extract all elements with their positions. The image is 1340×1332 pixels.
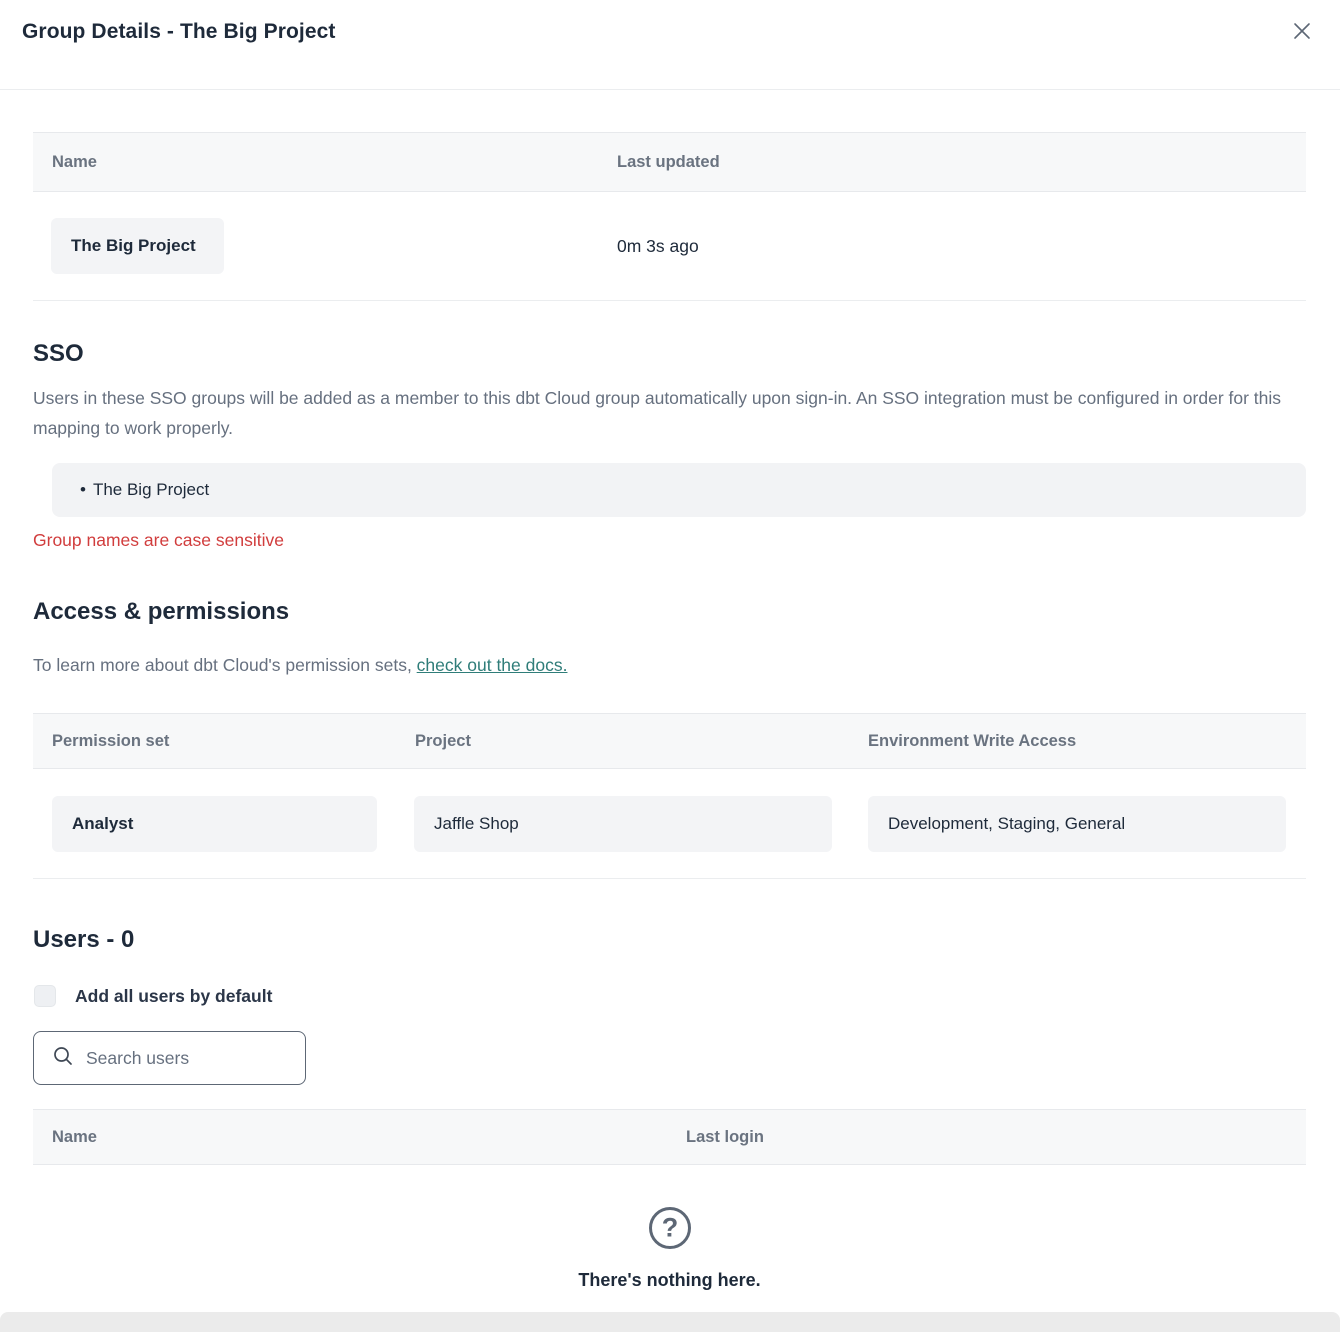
permissions-col-environment: Environment Write Access <box>868 731 1077 750</box>
permissions-table <box>33 713 1306 879</box>
docs-link[interactable]: check out the docs. <box>416 655 568 675</box>
users-table-header <box>33 1109 1306 1165</box>
sso-heading: SSO <box>33 340 84 367</box>
users-col-name: Name <box>52 1127 97 1146</box>
group-table <box>33 132 1306 301</box>
group-name-chip: The Big Project <box>51 218 224 274</box>
modal-footer-edge <box>0 1312 1340 1332</box>
modal-content <box>0 132 1340 1291</box>
modal-header <box>0 0 1340 90</box>
close-icon <box>1289 18 1315 47</box>
add-all-users-row <box>33 985 1306 1007</box>
permissions-col-project: Project <box>415 731 471 750</box>
docs-line <box>33 653 1306 677</box>
group-table-row <box>33 192 1306 301</box>
empty-state-message: There's nothing here. <box>578 1270 761 1290</box>
case-sensitive-warning: Group names are case sensitive <box>33 530 284 550</box>
docs-text: To learn more about dbt Cloud's permission sets, <box>33 655 417 675</box>
permissions-table-row <box>33 769 1306 879</box>
users-empty-state <box>33 1205 1306 1291</box>
permissions-table-header <box>33 713 1306 769</box>
access-permissions-heading: Access & permissions <box>33 598 290 625</box>
sso-group-pill <box>52 463 1306 517</box>
group-table-header <box>33 132 1306 192</box>
group-table-col-last-updated: Last updated <box>617 152 720 171</box>
sso-description: Users in these SSO groups will be added as a member to this dbt Cloud group automatically upon sign-in. An SSO integration must be configured in order for this mapping to work properly. <box>33 388 1282 438</box>
users-col-last-login: Last login <box>686 1127 764 1146</box>
permission-set-chip: Analyst <box>52 796 377 852</box>
environment-write-access-chip: Development, Staging, General <box>868 796 1286 852</box>
users-table <box>33 1109 1306 1165</box>
users-heading: Users - 0 <box>33 926 135 953</box>
svg-text:?: ? <box>661 1212 678 1243</box>
group-last-updated: 0m 3s ago <box>617 235 699 256</box>
permissions-col-permission-set: Permission set <box>52 731 170 750</box>
add-all-users-checkbox[interactable] <box>34 985 56 1007</box>
search-icon <box>52 1045 74 1072</box>
close-button[interactable] <box>1286 16 1318 48</box>
sso-group-name: The Big Project <box>92 480 210 499</box>
group-table-col-name: Name <box>52 152 97 171</box>
project-chip: Jaffle Shop <box>414 796 832 852</box>
modal-title: Group Details - The Big Project <box>22 20 336 43</box>
search-users-input[interactable] <box>86 1048 276 1069</box>
search-users-box[interactable] <box>33 1031 306 1085</box>
bullet-icon: • <box>80 480 86 499</box>
question-circle-icon <box>647 1205 693 1256</box>
add-all-users-label: Add all users by default <box>75 985 273 1006</box>
